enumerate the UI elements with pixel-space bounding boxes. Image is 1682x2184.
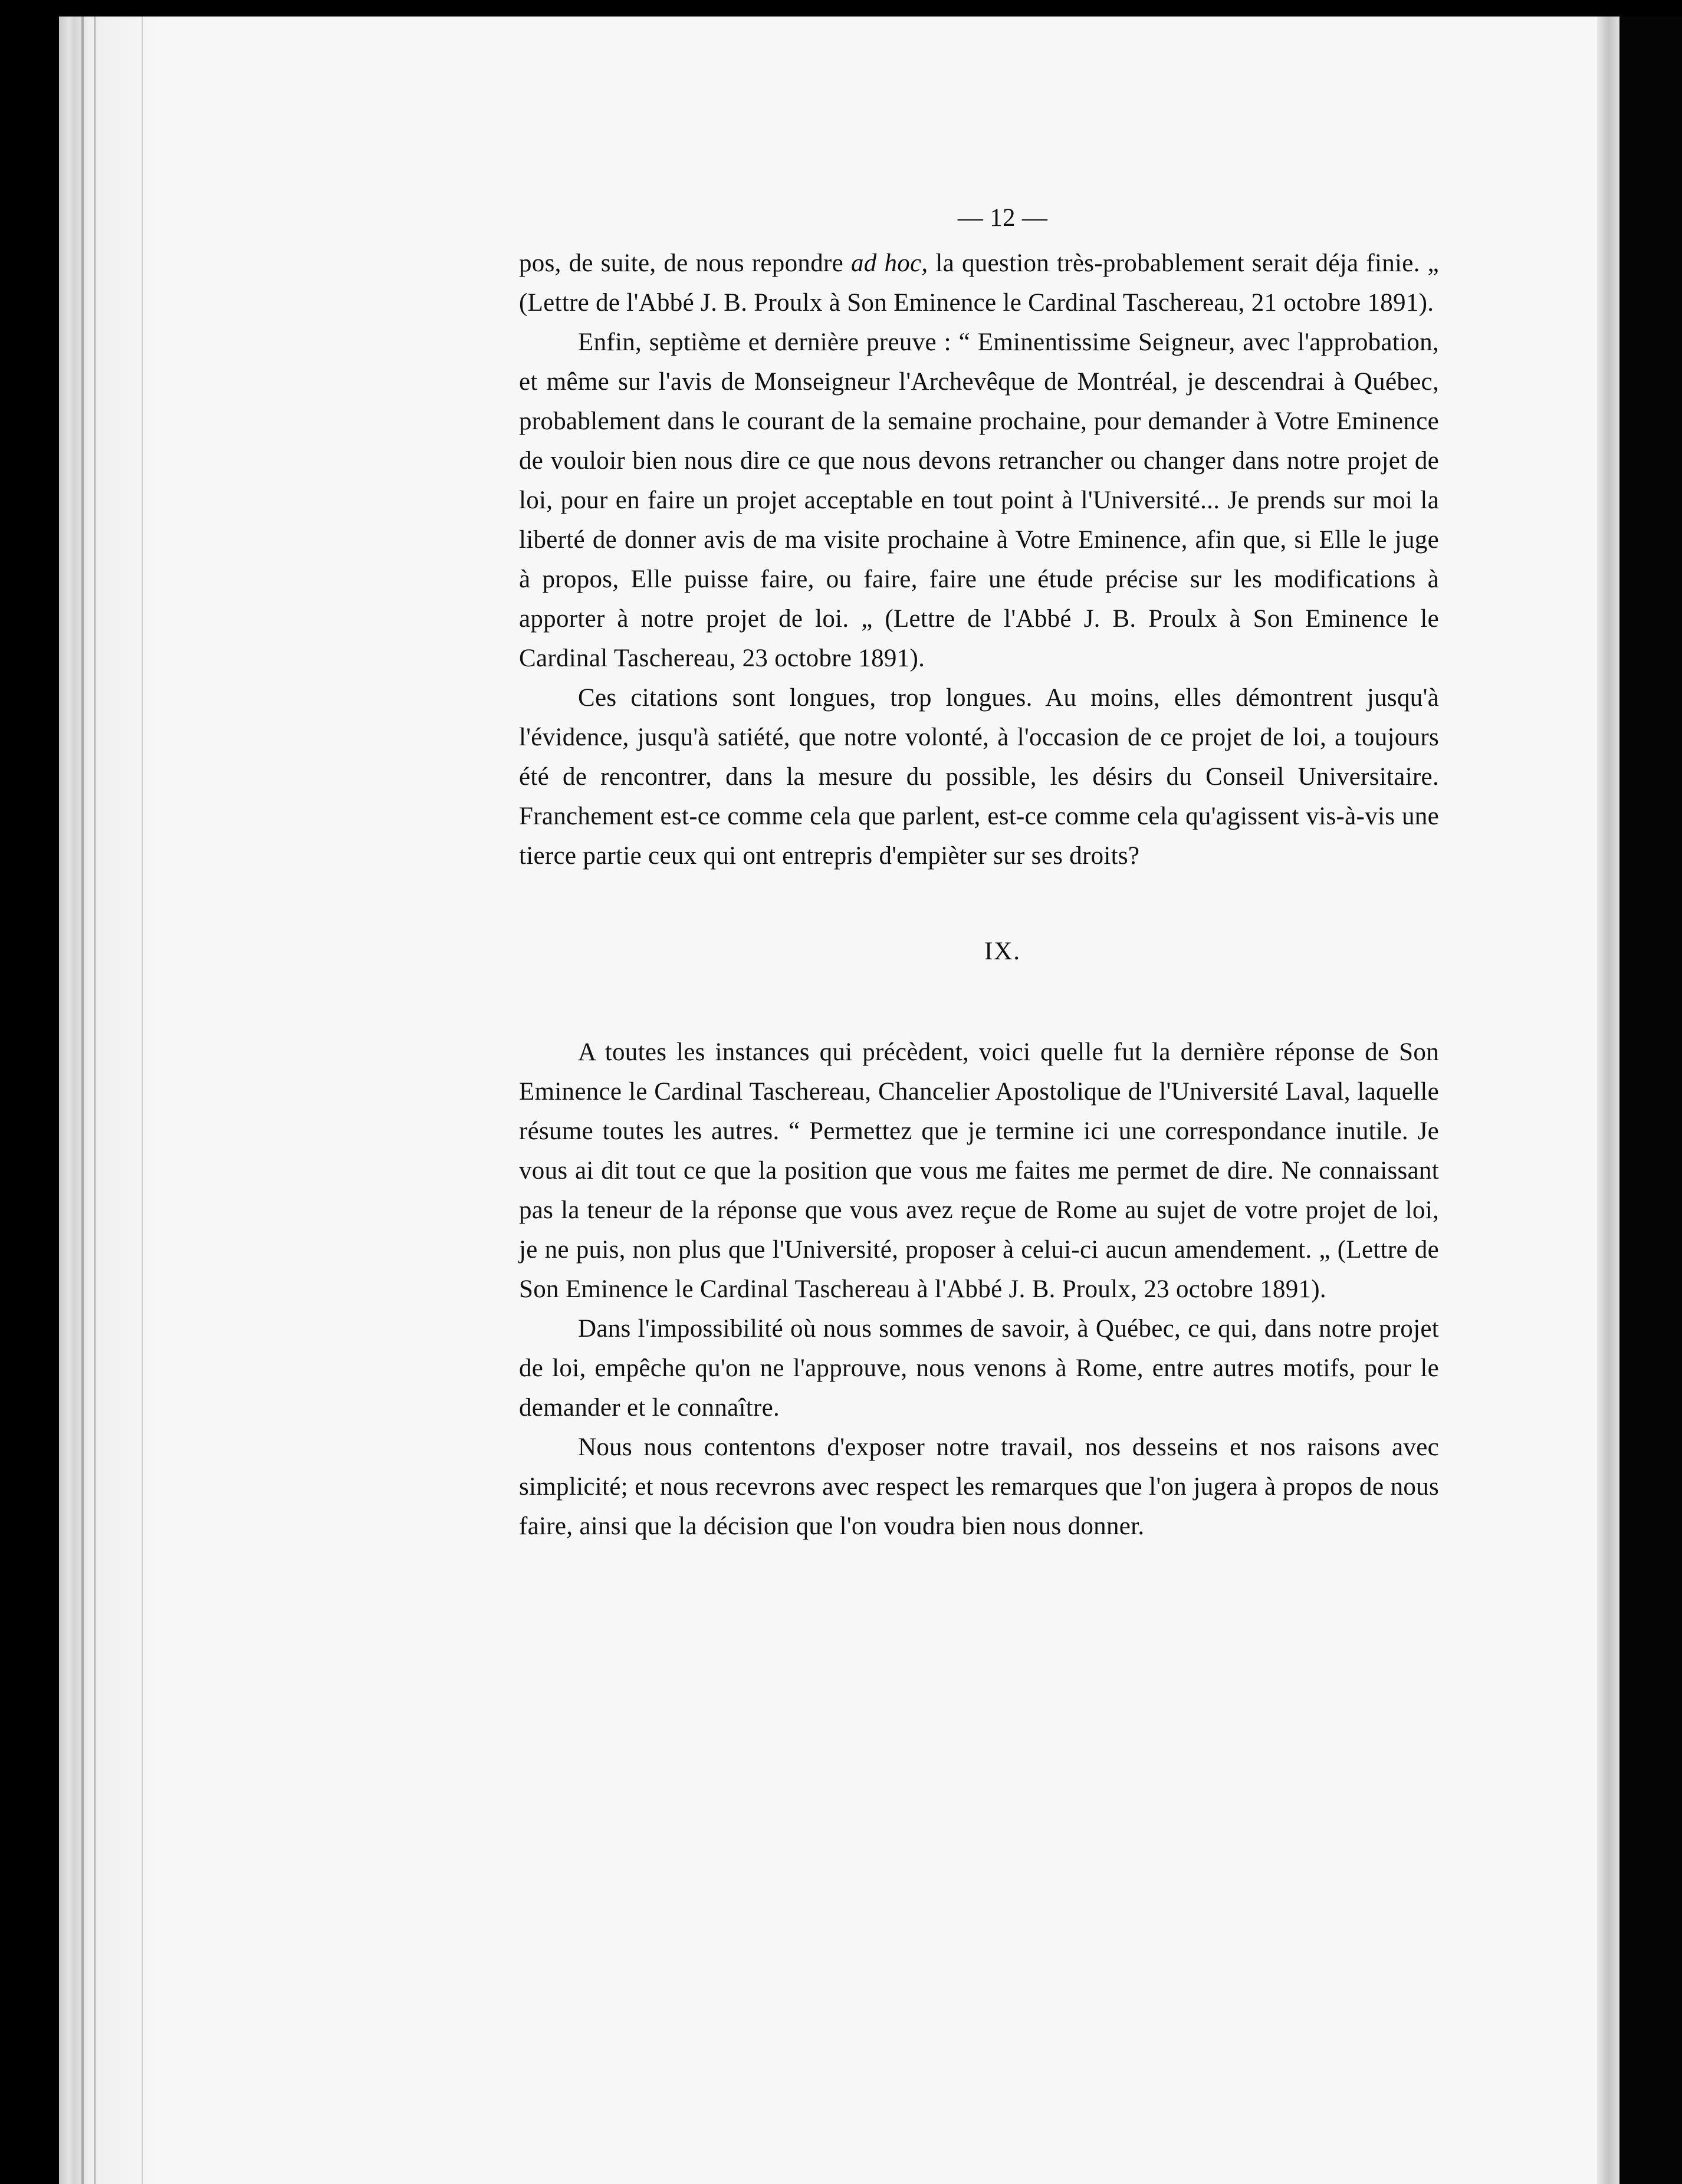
text-run: Ces citations sont longues, trop longues. Au moins, elles démontrent jusqu'à l'évidence, jusqu'à satiété, que notre volonté, à l'occasion de ce projet de loi, a toujours été de rencontrer, dans la mesure du possible, les désirs du Conseil Universitaire. Franchement est-ce comme cela que parlent, est-ce comme cela qu'agissent vis-à-vis une tierce partie ceux qui ont entrepris d'empièter sur ses droits?: [519, 684, 1439, 870]
paragraph: [519, 1309, 1439, 1428]
text-run: A toutes les instances qui précèdent, voici quelle fut la dernière réponse de Son Eminence le Cardinal Taschereau, Chancelier Apostolique de l'Université Laval, laquelle résume toutes les autres. “ Permettez que je termine ici une correspondance inutile. Je vous ai dit tout ce que la position que vous me faites me permet de dire. Ne connaissant pas la teneur de la réponse que vous avez reçue de Rome au sujet de votre projet de loi, je ne puis, non plus que l'Université, proposer à celui-ci aucun amendement. „ (Lettre de Son Eminence le Cardinal Taschereau à l'Abbé J. B. Proulx, 23 octobre 1891).: [519, 1038, 1439, 1303]
section-heading: IX.: [984, 938, 1021, 965]
gutter-line: [142, 17, 143, 2184]
page-gutter: [59, 17, 159, 2184]
paragraph: [519, 1032, 1439, 1309]
scan-border: [1619, 17, 1682, 2184]
text-run: Nous nous contentons d'exposer notre travail, nos desseins et nos raisons avec simplicité; et nous recevrons avec respect les remarques que l'on jugera à propos de nous faire, ainsi que la décision que l'on voudra bien nous donner.: [519, 1433, 1439, 1540]
page-right-edge: [1597, 17, 1619, 2184]
paragraph: [519, 1428, 1439, 1546]
gutter-line: [94, 17, 96, 2184]
paragraph: [519, 323, 1439, 678]
text-block: [519, 198, 1439, 1546]
page-number: — 12 —: [957, 204, 1048, 232]
paragraphs-after: [519, 1032, 1439, 1546]
paragraph: [519, 678, 1439, 876]
paragraph: [519, 244, 1439, 323]
text-run-italic: ad hoc,: [850, 249, 928, 277]
text-run: Dans l'impossibilité où nous sommes de savoir, à Québec, ce qui, dans notre projet de loi, empêche qu'on ne l'approuve, nous venons à Rome, entre autres motifs, pour le demander et le connaître.: [519, 1315, 1439, 1422]
paragraphs-before: [519, 244, 1439, 876]
gutter-line: [81, 17, 84, 2184]
text-run: Enfin, septième et dernière preuve : “ Eminentissime Seigneur, avec l'approbation, et même sur l'avis de Monseigneur l'Archevêque de Montréal, je descendrai à Québec, probablement dans le courant de la semaine prochaine, pour demander à Votre Eminence de vouloir bien nous dire ce que nous devons retrancher ou changer dans notre projet de loi, pour en faire un projet acceptable en tout point à l'Université... Je prends sur moi la liberté de donner avis de ma visite prochaine à Votre Eminence, afin que, si Elle le juge à propos, Elle puisse faire, ou faire, faire une étude précise sur les modifications à apporter à notre projet de loi. „ (Lettre de l'Abbé J. B. Proulx à Son Eminence le Cardinal Taschereau, 23 octobre 1891).: [519, 328, 1439, 672]
text-run: la question très-probablement serait déja finie. „ (Lettre de l'Abbé J. B. Proulx à Son Eminence le Cardinal Taschereau, 21 octobre 1891).: [519, 249, 1439, 317]
text-run: pos, de suite, de nous repondre: [519, 249, 851, 277]
